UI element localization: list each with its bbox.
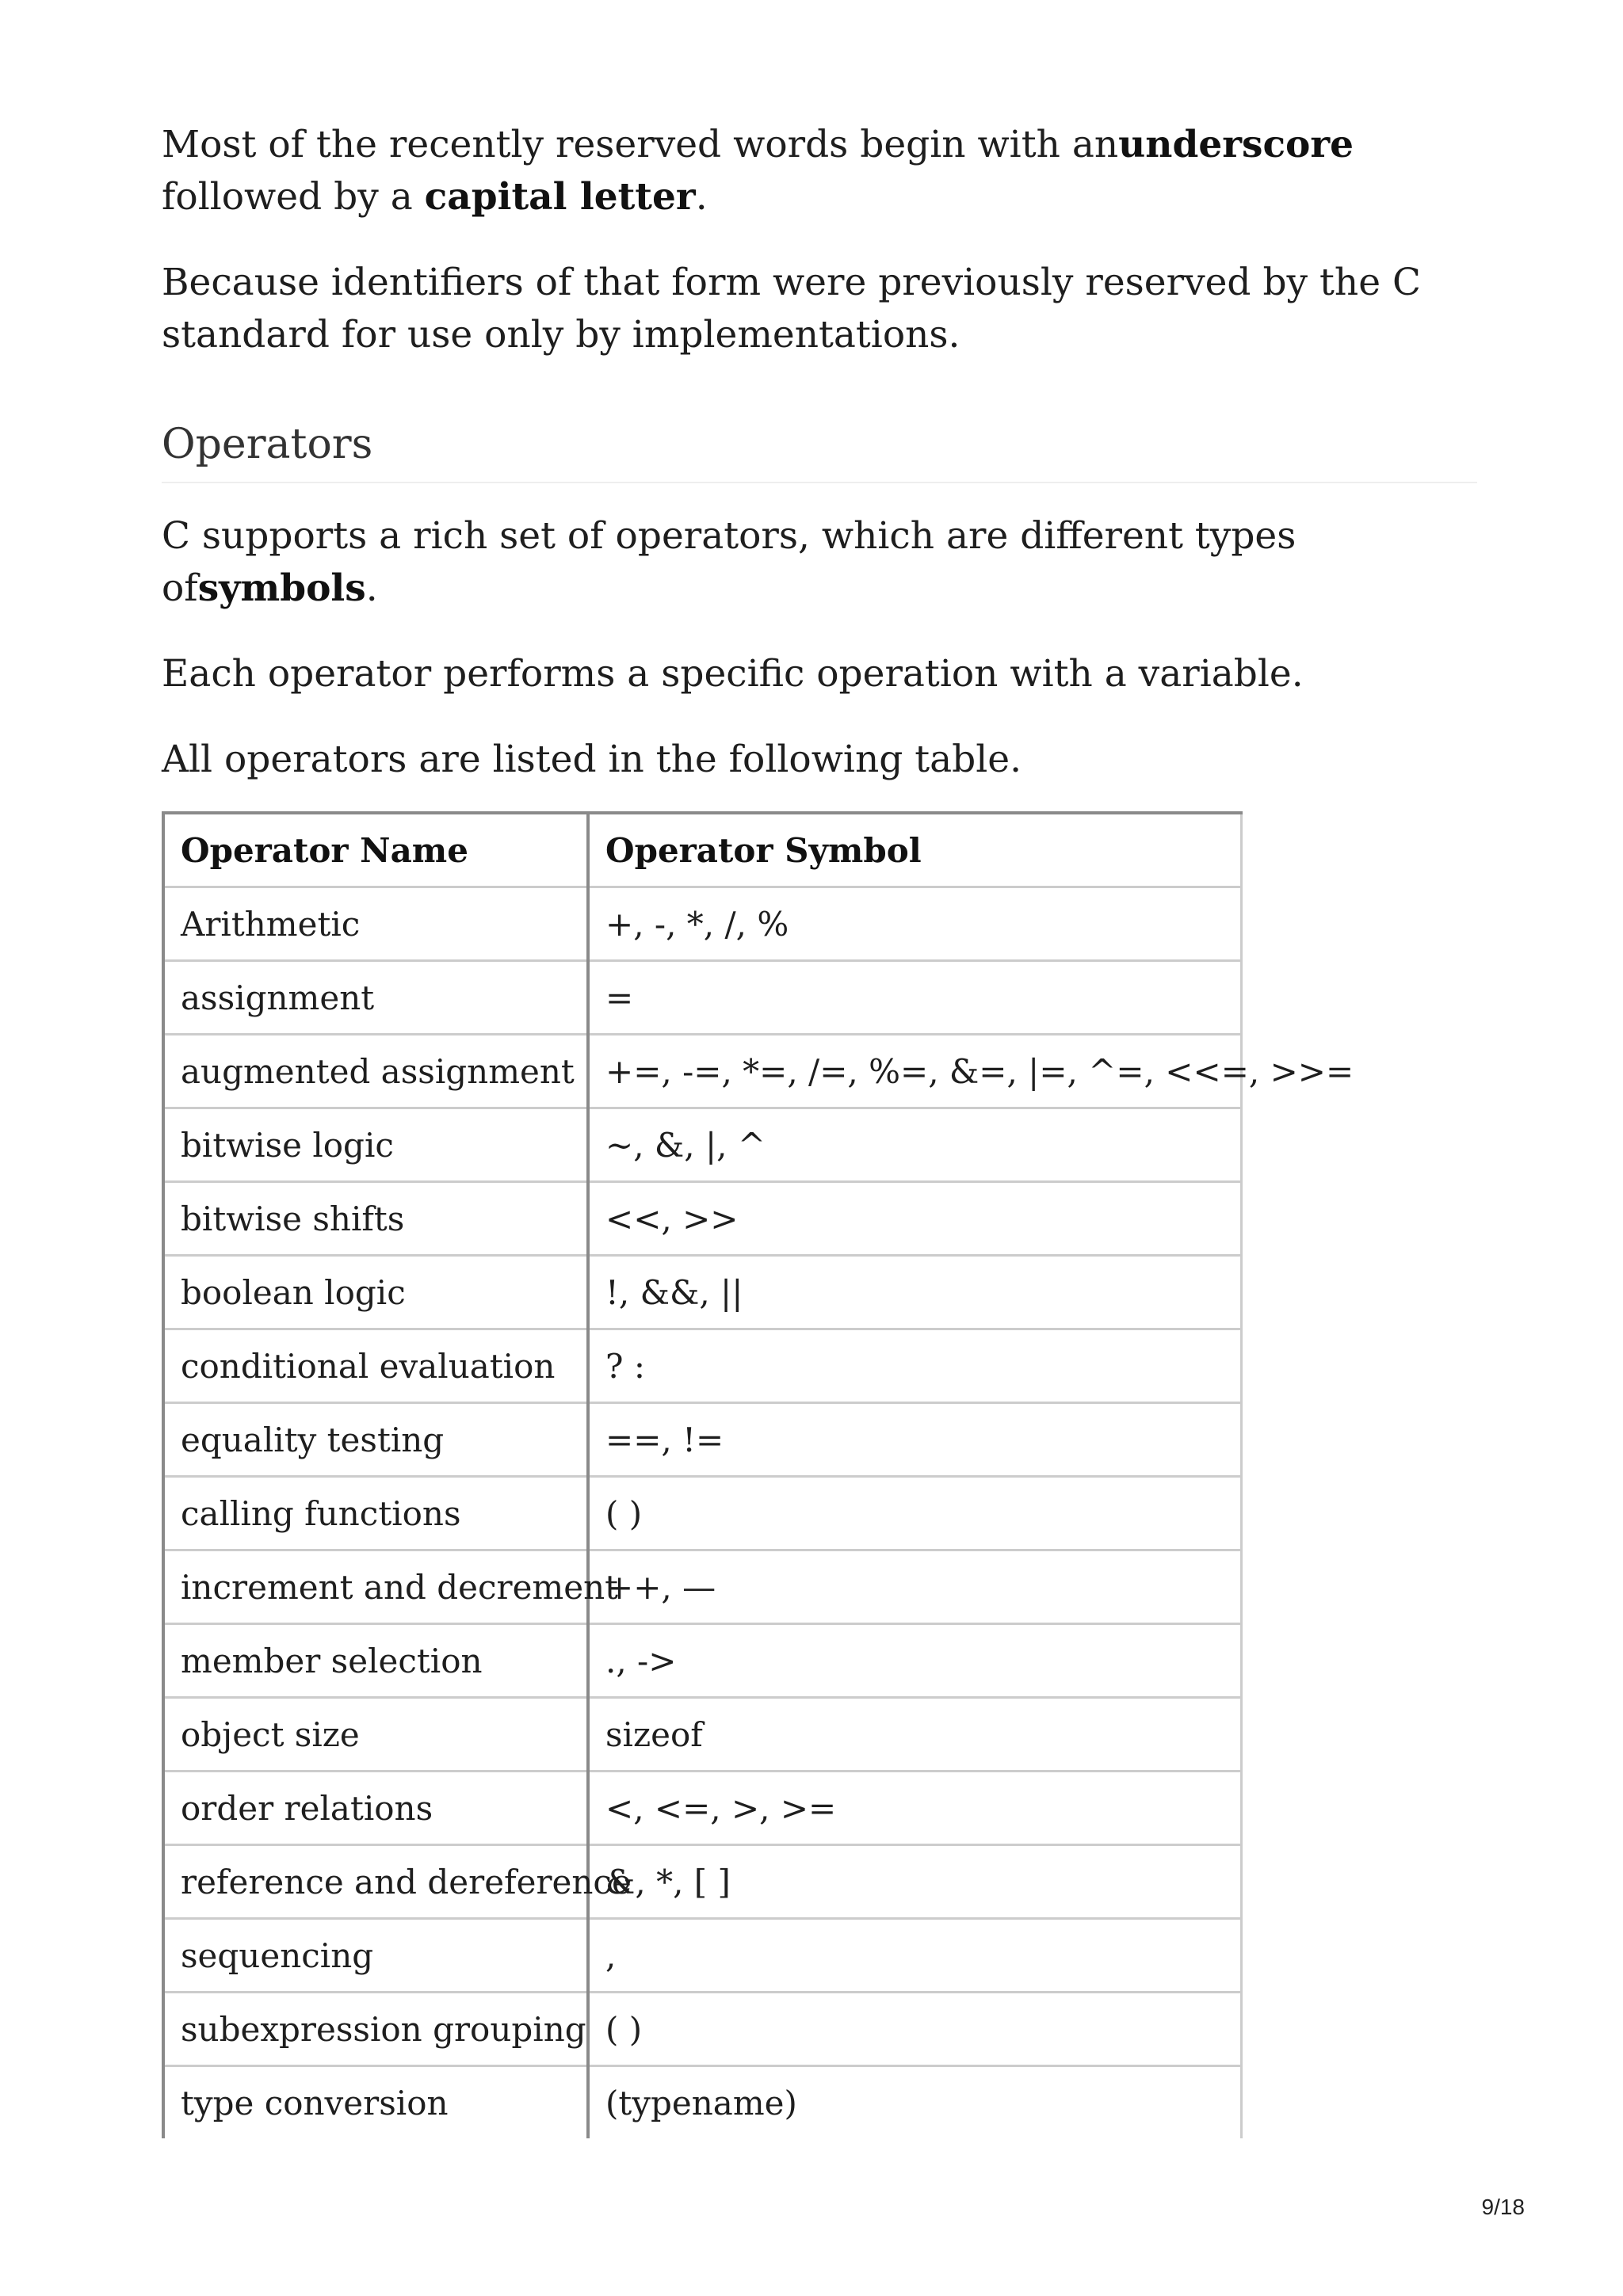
operator-symbol-cell: &, *, [ ] xyxy=(588,1845,1241,1919)
table-row xyxy=(163,1403,1241,1477)
section-heading-operators: Operators xyxy=(162,417,1477,483)
table-row xyxy=(163,1035,1241,1108)
table-row xyxy=(163,1772,1241,1845)
operator-symbol-cell: ( ) xyxy=(588,1993,1241,2066)
operators-table xyxy=(162,811,1354,2138)
operator-name-cell: bitwise logic xyxy=(163,1108,588,1182)
bold-capital-letter: capital letter xyxy=(424,175,696,219)
table-row xyxy=(163,1845,1241,1919)
operator-symbol-cell: (typename) xyxy=(588,2066,1241,2139)
operator-name-cell: order relations xyxy=(163,1772,588,1845)
operator-symbol-cell: <<, >> xyxy=(588,1182,1241,1256)
bold-symbols: symbols xyxy=(197,566,366,610)
table-row xyxy=(163,1698,1241,1772)
document-body xyxy=(162,119,1477,2138)
operator-name-cell: equality testing xyxy=(163,1403,588,1477)
operator-symbol-cell: ( ) xyxy=(588,1477,1241,1550)
operator-symbol-cell: ., -> xyxy=(588,1624,1241,1698)
operator-symbol-cell: +, -, *, /, % xyxy=(588,887,1241,961)
operator-symbol-cell: +=, -=, *=, /=, %=, &=, |=, ^=, <<=, >>= xyxy=(588,1035,1241,1108)
operator-symbol-cell: <, <=, >, >= xyxy=(588,1772,1241,1845)
table-header-row xyxy=(163,813,1241,887)
table-row xyxy=(163,1256,1241,1329)
table-row xyxy=(163,1550,1241,1624)
paragraph-identifiers: Because identifiers of that form were previously reserved by the C standard for use only by implementations. xyxy=(162,261,1421,357)
operator-name-cell: member selection xyxy=(163,1624,588,1698)
operator-symbol-cell: , xyxy=(588,1919,1241,1993)
operator-name-cell: subexpression grouping xyxy=(163,1993,588,2066)
paragraph-reserved-words: Most of the recently reserved words begin with anunderscore followed by a capital letter. xyxy=(162,123,1354,219)
section-heading-wrap xyxy=(162,417,1477,483)
operator-name-cell: object size xyxy=(163,1698,588,1772)
operator-name-cell: type conversion xyxy=(163,2066,588,2139)
operator-symbol-cell: ++, — xyxy=(588,1550,1241,1624)
operator-symbol-cell: sizeof xyxy=(588,1698,1241,1772)
operator-name-cell: augmented assignment xyxy=(163,1035,588,1108)
table-row xyxy=(163,1108,1241,1182)
operator-name-cell: assignment xyxy=(163,961,588,1035)
table-row xyxy=(163,1329,1241,1403)
header-operator-symbol: Operator Symbol xyxy=(588,813,1241,887)
operator-symbol-cell: ~, &, |, ^ xyxy=(588,1108,1241,1182)
operator-name-cell: boolean logic xyxy=(163,1256,588,1329)
operator-symbol-cell: = xyxy=(588,961,1241,1035)
operator-name-cell: reference and dereference xyxy=(163,1845,588,1919)
table-row xyxy=(163,1477,1241,1550)
table-row xyxy=(163,1182,1241,1256)
header-operator-name: Operator Name xyxy=(163,813,588,887)
operator-symbol-cell: !, &&, || xyxy=(588,1256,1241,1329)
table-row xyxy=(163,961,1241,1035)
bold-underscore: underscore xyxy=(1118,123,1354,166)
operator-name-cell: conditional evaluation xyxy=(163,1329,588,1403)
table-row xyxy=(163,2066,1241,2139)
paragraph-operator-operation: Each operator performs a specific operation with a variable. xyxy=(162,652,1304,696)
operator-symbol-cell: ? : xyxy=(588,1329,1241,1403)
operator-name-cell: calling functions xyxy=(163,1477,588,1550)
table-row xyxy=(163,1993,1241,2066)
paragraph-operators-intro: C supports a rich set of operators, which are different types ofsymbols. xyxy=(162,514,1296,610)
table-row xyxy=(163,887,1241,961)
operator-name-cell: increment and decrement xyxy=(163,1550,588,1624)
operator-symbol-cell: ==, != xyxy=(588,1403,1241,1477)
operator-name-cell: Arithmetic xyxy=(163,887,588,961)
table-row xyxy=(163,1919,1241,1993)
page-number: 9/18 xyxy=(1481,2195,1525,2219)
table-body xyxy=(163,887,1354,2139)
operator-name-cell: bitwise shifts xyxy=(163,1182,588,1256)
table-row xyxy=(163,1624,1241,1698)
paragraph-table-intro: All operators are listed in the following table. xyxy=(162,738,1022,781)
operator-name-cell: sequencing xyxy=(163,1919,588,1993)
